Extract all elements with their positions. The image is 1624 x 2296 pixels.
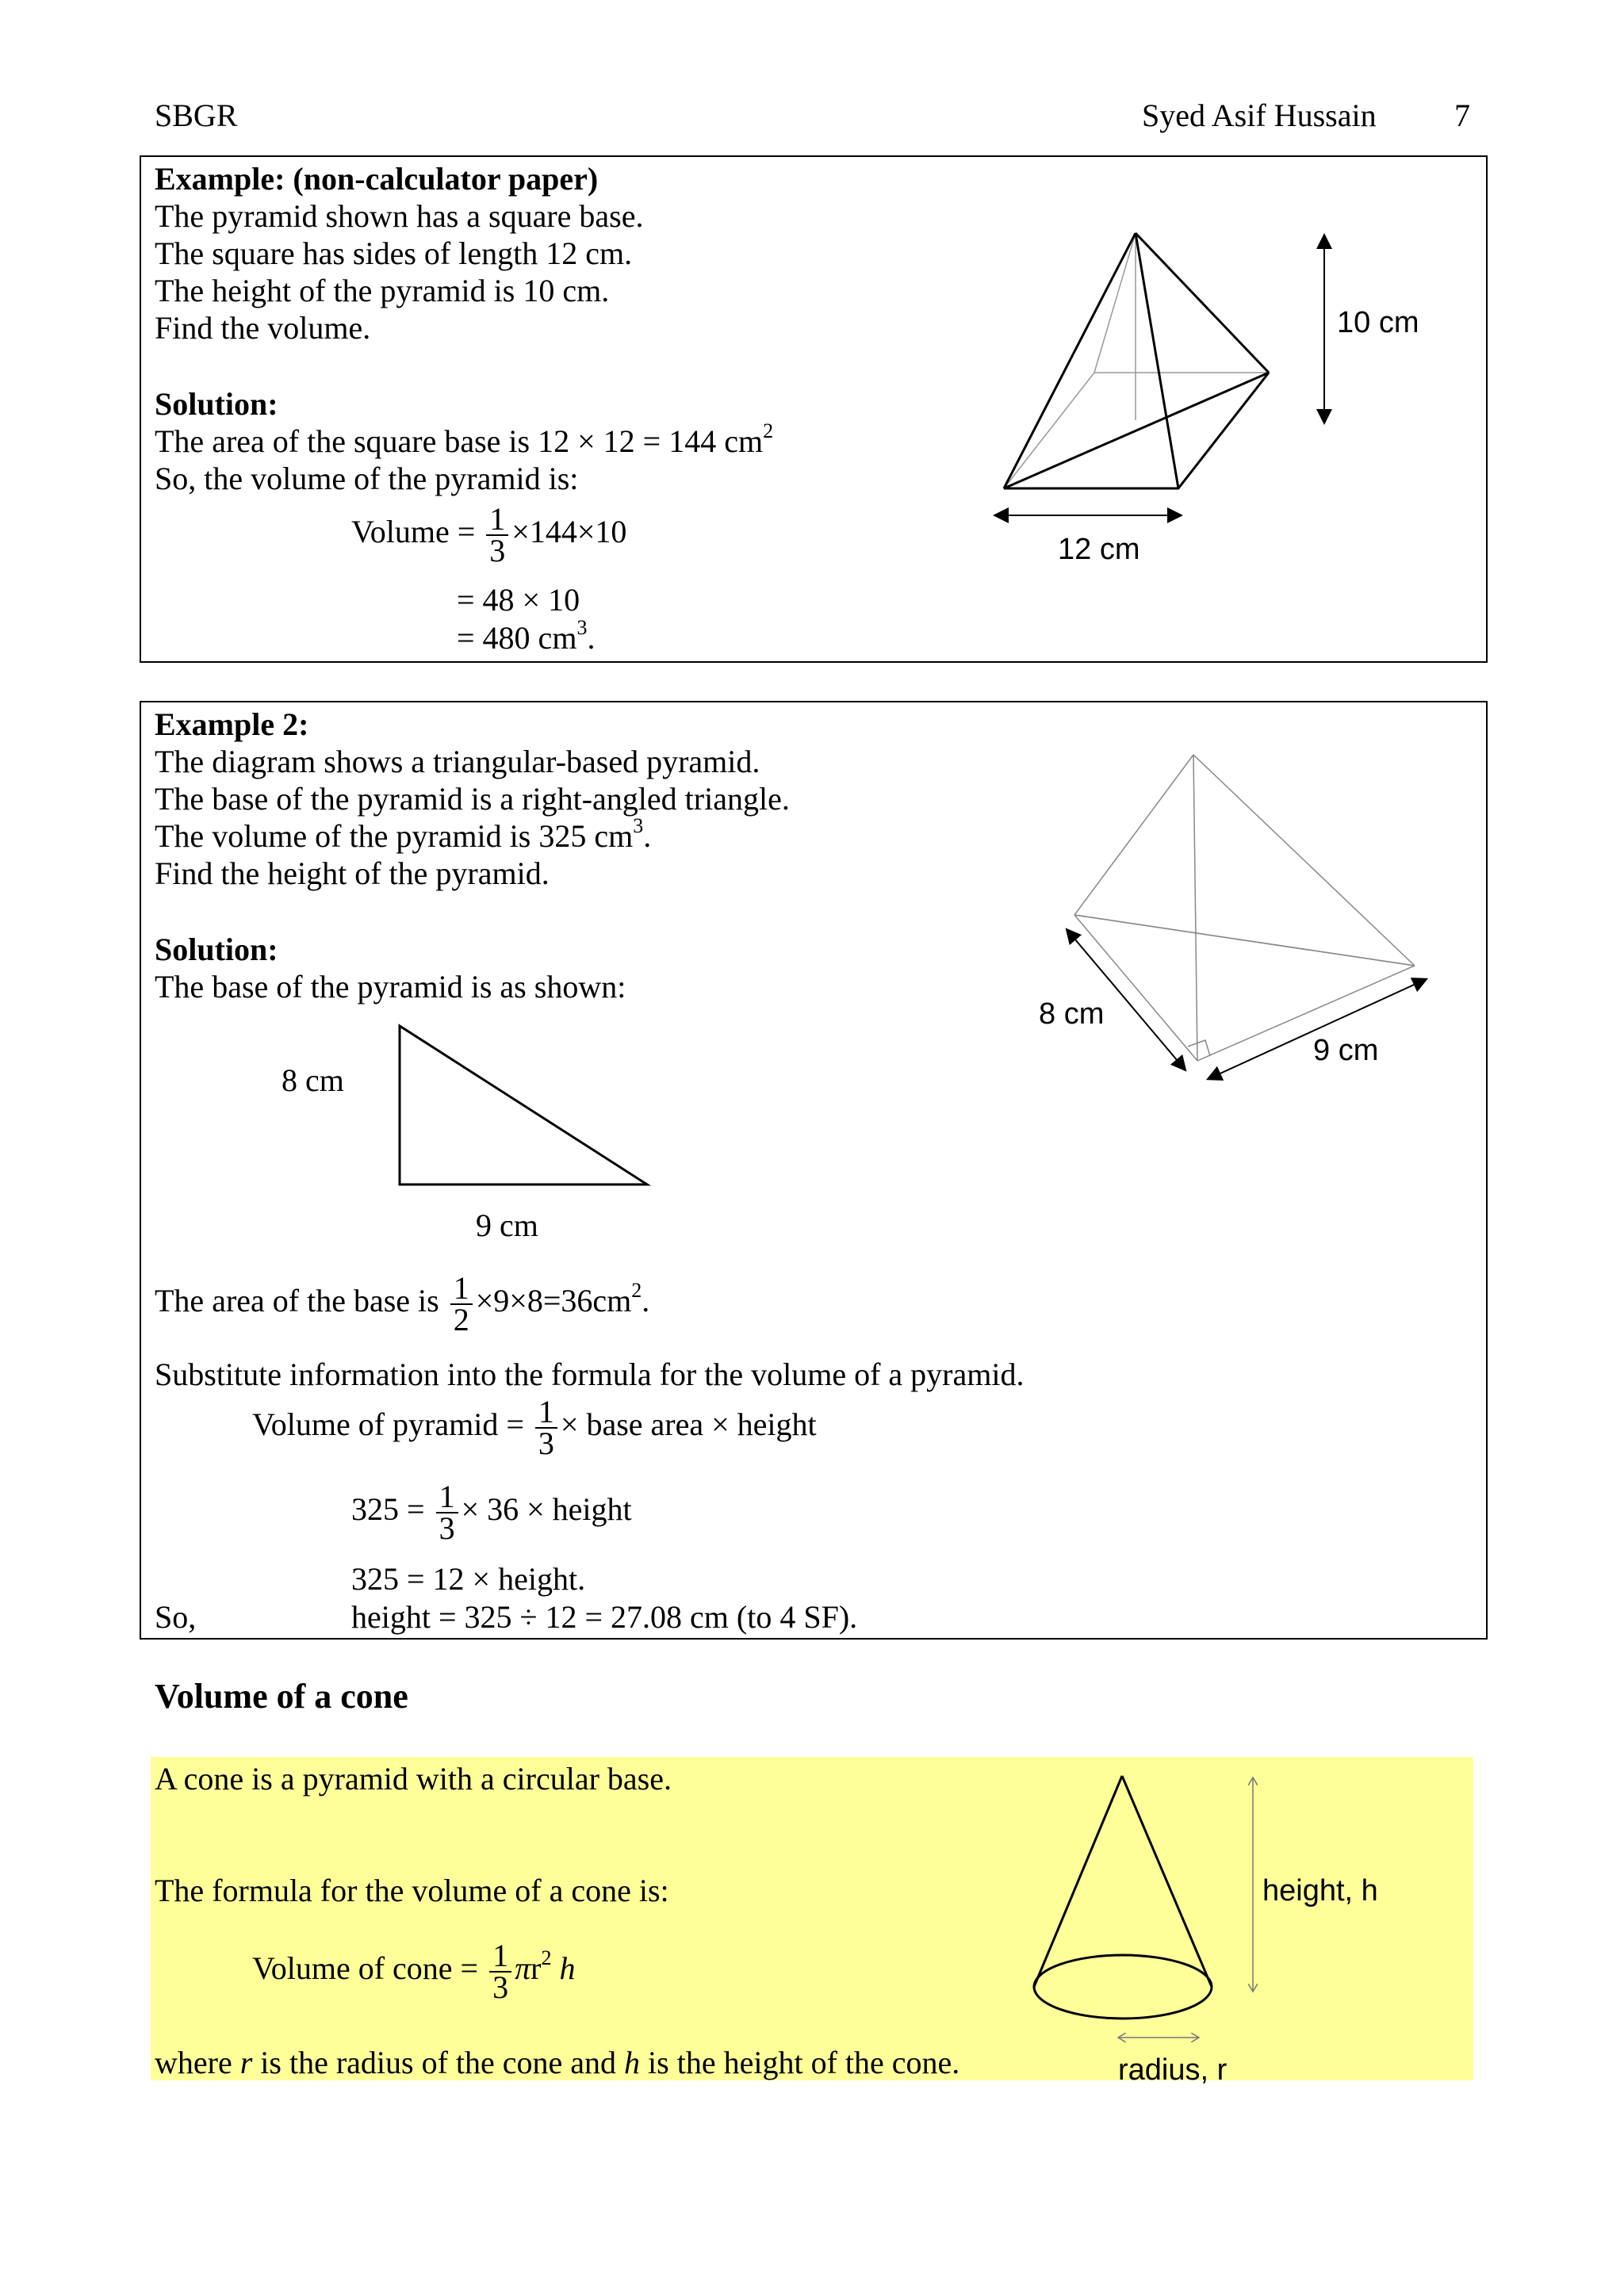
fraction: $\frac{1}{3}$ xyxy=(535,1397,557,1459)
example1-solution-heading: Solution: xyxy=(155,386,278,422)
triangular-pyramid-diagram xyxy=(1015,737,1443,1102)
so-label: So, xyxy=(155,1599,197,1635)
cone-where-line: where r is the radius of the cone and h is the height of the cone. xyxy=(155,2045,960,2080)
pyramid-base-label: 9 cm xyxy=(1313,1034,1379,1067)
example1-volume-equation: Volume = $\frac{1}{3}$ ×144×10 xyxy=(351,501,627,568)
header-author: Syed Asif Hussain xyxy=(1142,98,1377,133)
page-number: 7 xyxy=(1454,98,1470,133)
fraction: $\frac{1}{3}$ xyxy=(489,1941,511,2003)
cone-line: The formula for the volume of a cone is: xyxy=(155,1873,669,1908)
cone-radius-label: radius, r xyxy=(1118,2053,1228,2087)
right-triangle-diagram xyxy=(381,1015,666,1197)
example1-step: = 480 $cm^3$. xyxy=(457,615,596,656)
fraction: $\frac{1}{2}$ xyxy=(450,1273,473,1335)
example1-step: = 48 × 10 xyxy=(457,582,580,618)
example1-line: Find the volume. xyxy=(155,310,371,346)
substitute-line: Substitute information into the formula for the volume of a pyramid. xyxy=(155,1357,1025,1392)
pyramid-height-label: 10 cm xyxy=(1337,306,1419,339)
cone-height-label: height, h xyxy=(1262,1874,1378,1908)
fraction: $\frac{1}{3}$ xyxy=(436,1482,458,1544)
pyramid-base-label: 12 cm xyxy=(1058,533,1140,566)
cone-formula: Volume of cone = $\frac{1}{3}$ $\pi r^2$ h xyxy=(252,1938,576,2005)
example2-solution-heading: Solution: xyxy=(155,932,278,967)
header-left: SBGR xyxy=(155,98,238,133)
example1-solution-line: So, the volume of the pyramid is: xyxy=(155,461,579,496)
example1-line: The square has sides of length 12 cm. xyxy=(155,235,633,271)
fraction: $\frac{1}{3}$ xyxy=(486,504,508,566)
example2-line: Find the height of the pyramid. xyxy=(155,855,550,891)
example1-line: The pyramid shown has a square base. xyxy=(155,198,644,234)
example1-heading: Example: (non-calculator paper) xyxy=(155,161,599,197)
equation-step: 325 = $\frac{1}{3}$ × 36 × height xyxy=(351,1479,632,1546)
example1-line: The height of the pyramid is 10 cm. xyxy=(155,273,610,308)
triangle-base-label: 9 cm xyxy=(476,1207,538,1243)
cone-section-title: Volume of a cone xyxy=(155,1677,408,1716)
square-pyramid-diagram xyxy=(975,214,1451,579)
triangle-side-label: 8 cm xyxy=(282,1062,344,1098)
equation-step: 325 = 12 × height. xyxy=(351,1561,586,1597)
example2-solution-line: The base of the pyramid is as shown: xyxy=(155,969,626,1004)
equation-result: height = 325 ÷ 12 = 27.08 cm (to 4 SF). xyxy=(351,1599,858,1635)
example2-line: The diagram shows a triangular-based pyramid. xyxy=(155,744,760,779)
cone-line: A cone is a pyramid with a circular base. xyxy=(155,1761,672,1797)
example1-solution-line: The area of the square base is 12 × 12 = 144 $cm^2$ xyxy=(155,419,774,459)
example2-line: The base of the pyramid is a right-angled triangle. xyxy=(155,781,790,817)
example2-line: The volume of the pyramid is 325 $cm^3$. xyxy=(155,813,652,854)
cone-diagram xyxy=(1015,1760,1300,2061)
pyramid-formula: Volume of pyramid = $\frac{1}{3}$ × base area × height xyxy=(252,1394,817,1461)
area-equation: The area of the base is $\frac{1}{2}$ $\times 9\times 8=36cm^2$. xyxy=(155,1270,650,1337)
example2-heading: Example 2: xyxy=(155,706,309,742)
pyramid-side-label: 8 cm xyxy=(1039,997,1105,1031)
